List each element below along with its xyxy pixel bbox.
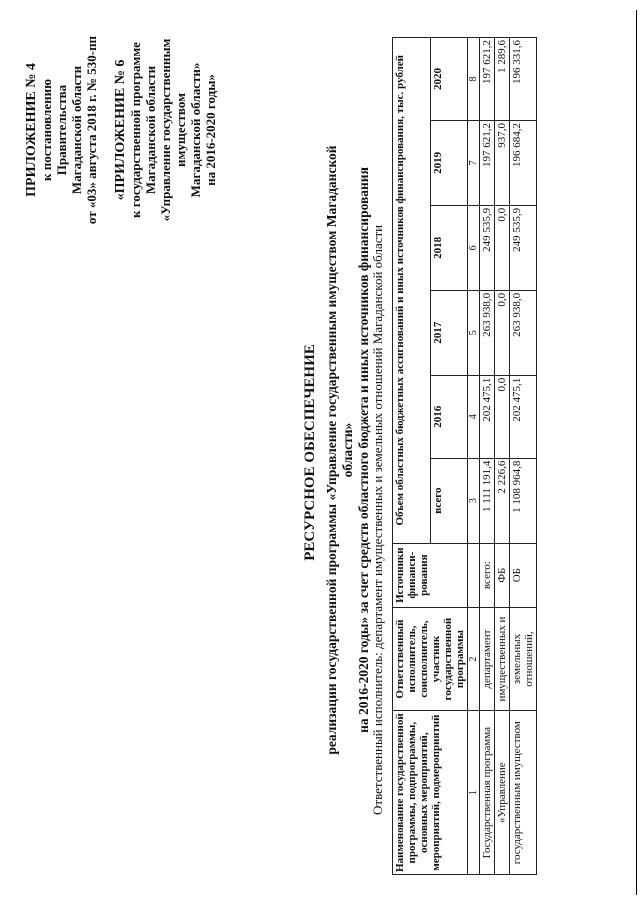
table-row [480,38,495,875]
total-value-cell: 1 111 191,4 [480,458,495,543]
column-number: 8 [468,38,480,121]
total-value-cell: 1 108 964,8 [510,458,537,543]
appendix-line: от «03» августа 2018 г. № 530-пп [84,35,99,225]
year-value-cell: 249 535,9 [480,205,495,290]
header-year: 2019 [430,120,468,205]
appendix-inner-line: к государственной программе [128,42,143,218]
column-number: 5 [468,290,480,375]
column-number: 3 [468,458,480,543]
year-value-cell: 0,0 [495,375,510,458]
column-number: 2 [468,607,480,711]
source-cell: ФБ [495,543,510,607]
header-responsible: Ответственный исполнитель, соисполнитель, участник государственной программы [393,607,468,711]
year-value-cell: 263 938,0 [510,290,537,375]
funding-table [392,37,537,875]
total-value-cell: 2 226,6 [495,458,510,543]
responsible-cell: имущественных и [495,607,510,711]
program-description [324,145,372,755]
source-cell: ОБ [510,543,537,607]
responsible-cell: земельных отношений, [510,607,537,711]
header-year: 2017 [430,290,468,375]
year-value-cell: 0,0 [495,290,510,375]
year-value-cell: 0,0 [495,205,510,290]
year-value-cell: 202 475,1 [510,375,537,458]
year-value-cell: 1 289,6 [495,38,510,121]
appendix-inner-line: «Управление государственным [158,38,173,222]
header-source: Источники финанси-рования [393,543,468,607]
appendix-inner-line: Магаданской области [143,65,158,195]
appendix-line: Магаданской области [69,65,84,195]
appendix-block [24,35,218,225]
appendix-inner-line: Магаданской области» [188,62,203,198]
appendix-line: к постановлению Правительства [39,78,69,182]
column-number: 1 [468,711,480,875]
year-value-cell: 197 621,2 [480,120,495,205]
responsible-cell: департамент [480,607,495,711]
table-row [495,38,510,875]
header-name: Наименование государственной программы, подпрограммы, основных мероприятий, мероприятий, подмероприятий [393,711,468,875]
year-value-cell: 202 475,1 [480,375,495,458]
description-line: на 2016-2020 годы» за счет средств областного бюджета и иных источников финансирования [356,167,371,733]
year-value-cell: 249 535,9 [510,205,537,290]
column-number: 6 [468,205,480,290]
column-number: 7 [468,120,480,205]
page-title: РЕСУРСНОЕ ОБЕСПЕЧЕНИЕ [302,344,318,561]
header-year: 2020 [430,38,468,121]
appendix-title: ПРИЛОЖЕНИЕ № 4 [24,63,39,197]
header-year: 2018 [430,205,468,290]
source-cell: всего: [480,543,495,607]
appendix-inner-title: «ПРИЛОЖЕНИЕ № 6 [113,59,128,201]
header-year: 2016 [430,375,468,458]
program-name-cell: государственным имуществом [510,711,537,875]
header-volume: Объем областных бюджетных ассигнований и иных источников финансирования, тыс. рублей [393,38,431,544]
year-value-cell: 196 331,6 [510,38,537,121]
table-row [510,38,537,875]
header-total: всего [430,458,468,543]
appendix-inner-line: на 2016-2020 годы» [203,74,218,186]
column-number: 4 [468,375,480,458]
year-value-cell: 196 684,2 [510,120,537,205]
responsible-executor: Ответственный исполнитель: департамент имущественных и земельных отношений Магаданской области [370,224,385,815]
appendix-inner-line: имуществом [173,93,188,167]
year-value-cell: 263 938,0 [480,290,495,375]
description-line: реализации государственной программы «Управление государственным имуществом Магаданской области» [324,145,355,755]
column-number [468,543,480,607]
year-value-cell: 197 621,2 [480,38,495,121]
page-bottom-rule [636,10,637,895]
column-number-row [468,38,480,875]
year-value-cell: 937,0 [495,120,510,205]
program-name-cell: Государственная программа [480,711,495,875]
program-name-cell: «Управление [495,711,510,875]
